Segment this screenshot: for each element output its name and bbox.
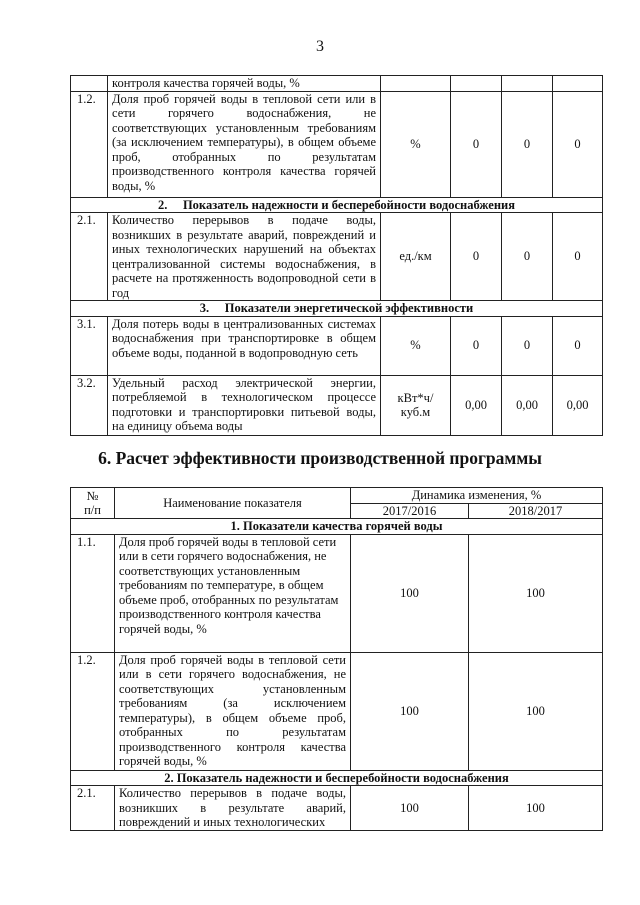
value-cell: 0: [553, 316, 603, 375]
value-cell: 0: [502, 316, 553, 375]
value-cell: 100: [469, 652, 603, 770]
value-cell: 0: [553, 91, 603, 197]
indicator-name: Доля потерь воды в централизованных системах водоснабжения при транспортировке в общем объеме воды, поданной в водопроводную сеть: [108, 316, 381, 375]
table-row: [71, 652, 603, 770]
value-cell: 100: [351, 786, 469, 831]
indicator-name: Удельный расход электрической энергии, потребляемой в технологическом процессе подготовки и транспортировки питьевой воды, на единицу объема воды: [108, 375, 381, 435]
value-cell: 0,00: [502, 375, 553, 435]
section-row: [71, 301, 603, 317]
unit-cell: %: [381, 316, 451, 375]
header-row: [71, 488, 603, 504]
section-heading: 2. Показатель надежности и бесперебойности водоснабжения: [71, 197, 603, 213]
value-cell: 100: [469, 786, 603, 831]
value-cell: 0: [502, 91, 553, 197]
value-cell: 100: [469, 534, 603, 652]
value-cell: 0: [451, 91, 502, 197]
col-header-name: Наименование показателя: [115, 488, 351, 519]
value-cell: 0: [502, 213, 553, 301]
row-number: [71, 76, 108, 92]
section-row: [71, 519, 603, 535]
table-row: [71, 786, 603, 831]
indicator-name: Количество перерывов в подаче воды, возникших в результате аварий, повреждений и иных технологических: [115, 786, 351, 831]
table-row: [71, 76, 603, 92]
indicator-name: Количество перерывов в подаче воды, возникших в результате аварий, повреждений и иных технологических нарушений на объектах централизованной системы водоснабжения, в расчете на протяженность водопроводной сети в год: [108, 213, 381, 301]
indicator-name: Доля проб горячей воды в тепловой сети или в сети горячего водоснабжения, не соответствующих установленным требованиям по температуре, в общем объеме проб, отобранных по результатам производственного контроля качества горячей воды, %: [115, 534, 351, 652]
col-header-dynamics: Динамика изменения, %: [351, 488, 603, 504]
value-cell: 0: [451, 213, 502, 301]
col-header-number: № п/п: [71, 488, 115, 519]
value-cell: 100: [351, 534, 469, 652]
col-header-2018-2017: 2018/2017: [469, 503, 603, 519]
row-number: 1.2.: [71, 652, 115, 770]
table-row: [71, 534, 603, 652]
section-heading: 3. Показатели энергетической эффективности: [71, 301, 603, 317]
row-number: 2.1.: [71, 213, 108, 301]
value-cell: 0: [451, 316, 502, 375]
table-row: [71, 91, 603, 197]
unit-cell: ед./км: [381, 213, 451, 301]
value-cell: 0,00: [553, 375, 603, 435]
section-row: [71, 770, 603, 786]
col-header-2017-2016: 2017/2016: [351, 503, 469, 519]
page-number: 3: [316, 38, 324, 55]
indicators-table: [70, 75, 603, 436]
table-row: [71, 213, 603, 301]
value-cell: 100: [351, 652, 469, 770]
section-heading: 1. Показатели качества горячей воды: [71, 519, 603, 535]
efficiency-table: [70, 487, 603, 831]
section-heading: 2. Показатель надежности и бесперебойности водоснабжения: [71, 770, 603, 786]
row-number: 3.1.: [71, 316, 108, 375]
row-number: 1.2.: [71, 91, 108, 197]
unit-cell: %: [381, 91, 451, 197]
unit-cell: кВт*ч/ куб.м: [381, 375, 451, 435]
value-cell: 0,00: [451, 375, 502, 435]
table-row: [71, 316, 603, 375]
row-number: 3.2.: [71, 375, 108, 435]
section-title: 6. Расчет эффективности производственной программы: [98, 448, 542, 468]
section-row: [71, 197, 603, 213]
row-number: 1.1.: [71, 534, 115, 652]
indicator-name: Доля проб горячей воды в тепловой сети или в сети горячего водоснабжения, не соответствующих установленным требованиям (за исключением температуры), в общем объеме проб, отобранных по результатам производственного контроля качества горячей воды, %: [108, 91, 381, 197]
row-number: 2.1.: [71, 786, 115, 831]
value-cell: 0: [553, 213, 603, 301]
indicator-name: Доля проб горячей воды в тепловой сети или в сети горячего водоснабжения, не соответствующих установленным требованиям (за исключением температуры), в общем объеме проб, отобранных по результатам производственного контроля качества горячей воды, %: [115, 652, 351, 770]
indicator-name: контроля качества горячей воды, %: [108, 76, 381, 92]
table-row: [71, 375, 603, 435]
